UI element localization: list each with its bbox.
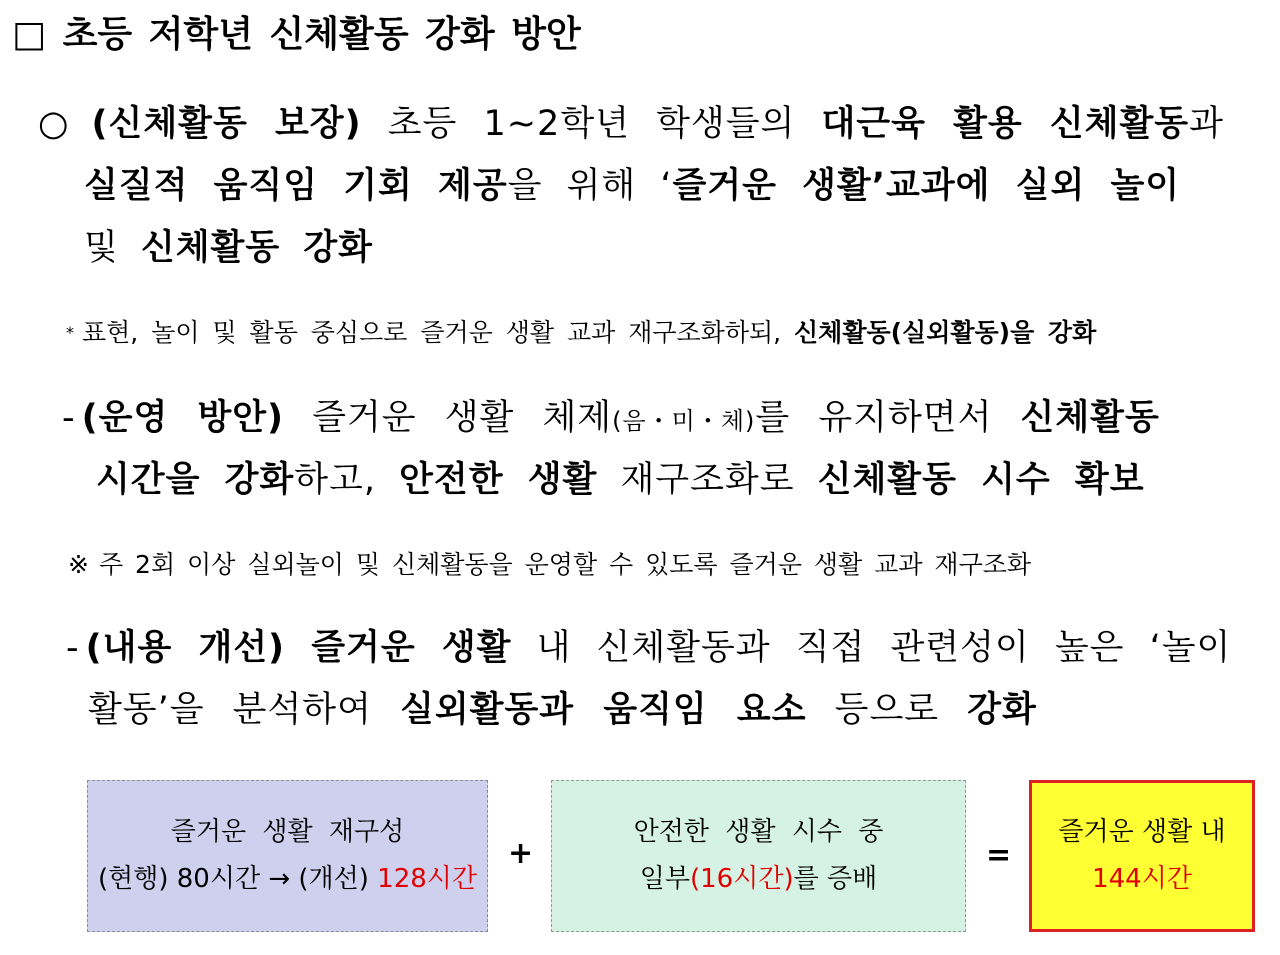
checkbox-icon: □: [12, 14, 47, 55]
p1-text-a3: 과: [1189, 104, 1224, 144]
p1-text-b5: 실외 놀이: [1015, 166, 1181, 206]
p3-label: (내용 개선): [85, 628, 286, 668]
page-title: [12, 6, 581, 57]
plus-operator: +: [508, 836, 534, 871]
paragraph-1-line-2: [84, 158, 1180, 208]
p1-text-b2: 을 위해 ‘: [507, 166, 673, 206]
p2-text-b4: 재구조화로: [597, 460, 818, 500]
p3-text-a1: 즐거운 생활: [285, 628, 512, 668]
formula-box-restructure: [87, 780, 488, 932]
box1-highlight: 128시간: [377, 864, 478, 894]
dash-bullet: -: [62, 398, 76, 438]
box2-line-2c: 를 증배: [793, 864, 878, 894]
paragraph-3-line-2: [88, 682, 1037, 732]
p1-text-b1: 실질적 움직임 기회 제공: [84, 166, 508, 206]
box3-highlight: 144시간: [1092, 864, 1192, 894]
box2-line-1: 안전한 생활 시수 중: [633, 817, 884, 847]
p1-text-b4: ’교과에: [871, 166, 1016, 206]
box1-line-2: [98, 856, 477, 903]
p1-text-b3: 즐거운 생활: [672, 166, 872, 206]
p1-text-a2: 대근육 활용 신체활동: [821, 104, 1190, 144]
p2-label: (운영 방안): [81, 398, 285, 438]
p1-label: (신체활동 보장): [91, 104, 362, 144]
equals-operator: =: [986, 838, 1012, 873]
box1-line-2a: (현행) 80시간 → (개선): [97, 864, 378, 894]
p3-text-b4: 강화: [967, 690, 1037, 730]
bullet-circle-icon: ○: [38, 104, 70, 144]
p1-text-c1: 및: [84, 228, 141, 268]
note1-strong: 신체활동(실외활동)을 강화: [794, 318, 1097, 347]
p1-text-c2: 신체활동 강화: [140, 228, 373, 268]
p2-text-a2: (음・미・체): [612, 407, 756, 435]
title-text: 초등 저학년 신체활동 강화 방안: [62, 14, 581, 55]
p1-text-a1: 초등 1~2학년 학생들의: [361, 104, 822, 144]
box3-line-1: 즐거운 생활 내: [1058, 817, 1226, 847]
p3-text-a2: 내 신체활동과 직접 관련성이 높은 ‘놀이: [511, 628, 1232, 668]
p2-text-b1: 시간을 강화: [96, 460, 295, 500]
p3-text-b1: 활동’을 분석하여: [88, 690, 401, 730]
note1-text: 표현, 놀이 및 활동 중심으로 즐거운 생활 교과 재구조화하되,: [82, 318, 795, 347]
asterisk-icon: *: [66, 323, 74, 342]
p3-text-b2: 실외활동과 움직임 요소: [400, 690, 807, 730]
p2-text-a1: 즐거운 생활 체제: [284, 398, 613, 438]
footnote-2: [68, 545, 1031, 581]
formula-box-safety: [551, 780, 966, 932]
reference-mark-icon: ※: [68, 550, 89, 579]
p2-text-b3: 안전한 생활: [399, 460, 598, 500]
paragraph-3-line-1: [66, 620, 1231, 670]
paragraph-2-line-1: [62, 390, 1160, 440]
dash-bullet: -: [66, 628, 80, 668]
p2-text-b2: 하고,: [294, 460, 400, 500]
paragraph-1-line-3: [84, 220, 373, 270]
box2-line-2a: 일부: [639, 864, 690, 894]
p2-text-a4: 신체활동: [1020, 398, 1160, 438]
p3-text-b3: 등으로: [806, 690, 968, 730]
box2-line-2: [640, 856, 877, 903]
paragraph-2-line-2: [96, 452, 1145, 502]
p2-text-b5: 신체활동 시수 확보: [817, 460, 1145, 500]
formula-box-result: [1029, 780, 1255, 932]
paragraph-1-line-1: [38, 96, 1224, 146]
note2-text: 주 2회 이상 실외놀이 및 신체활동을 운영할 수 있도록 즐거운 생활 교과 재구조화: [98, 550, 1032, 579]
footnote-1: [66, 313, 1096, 349]
p2-text-a3: 를 유지하면서: [755, 398, 1021, 438]
box1-line-1: 즐거운 생활 재구성: [170, 817, 405, 847]
box2-highlight: (16시간): [690, 864, 794, 894]
